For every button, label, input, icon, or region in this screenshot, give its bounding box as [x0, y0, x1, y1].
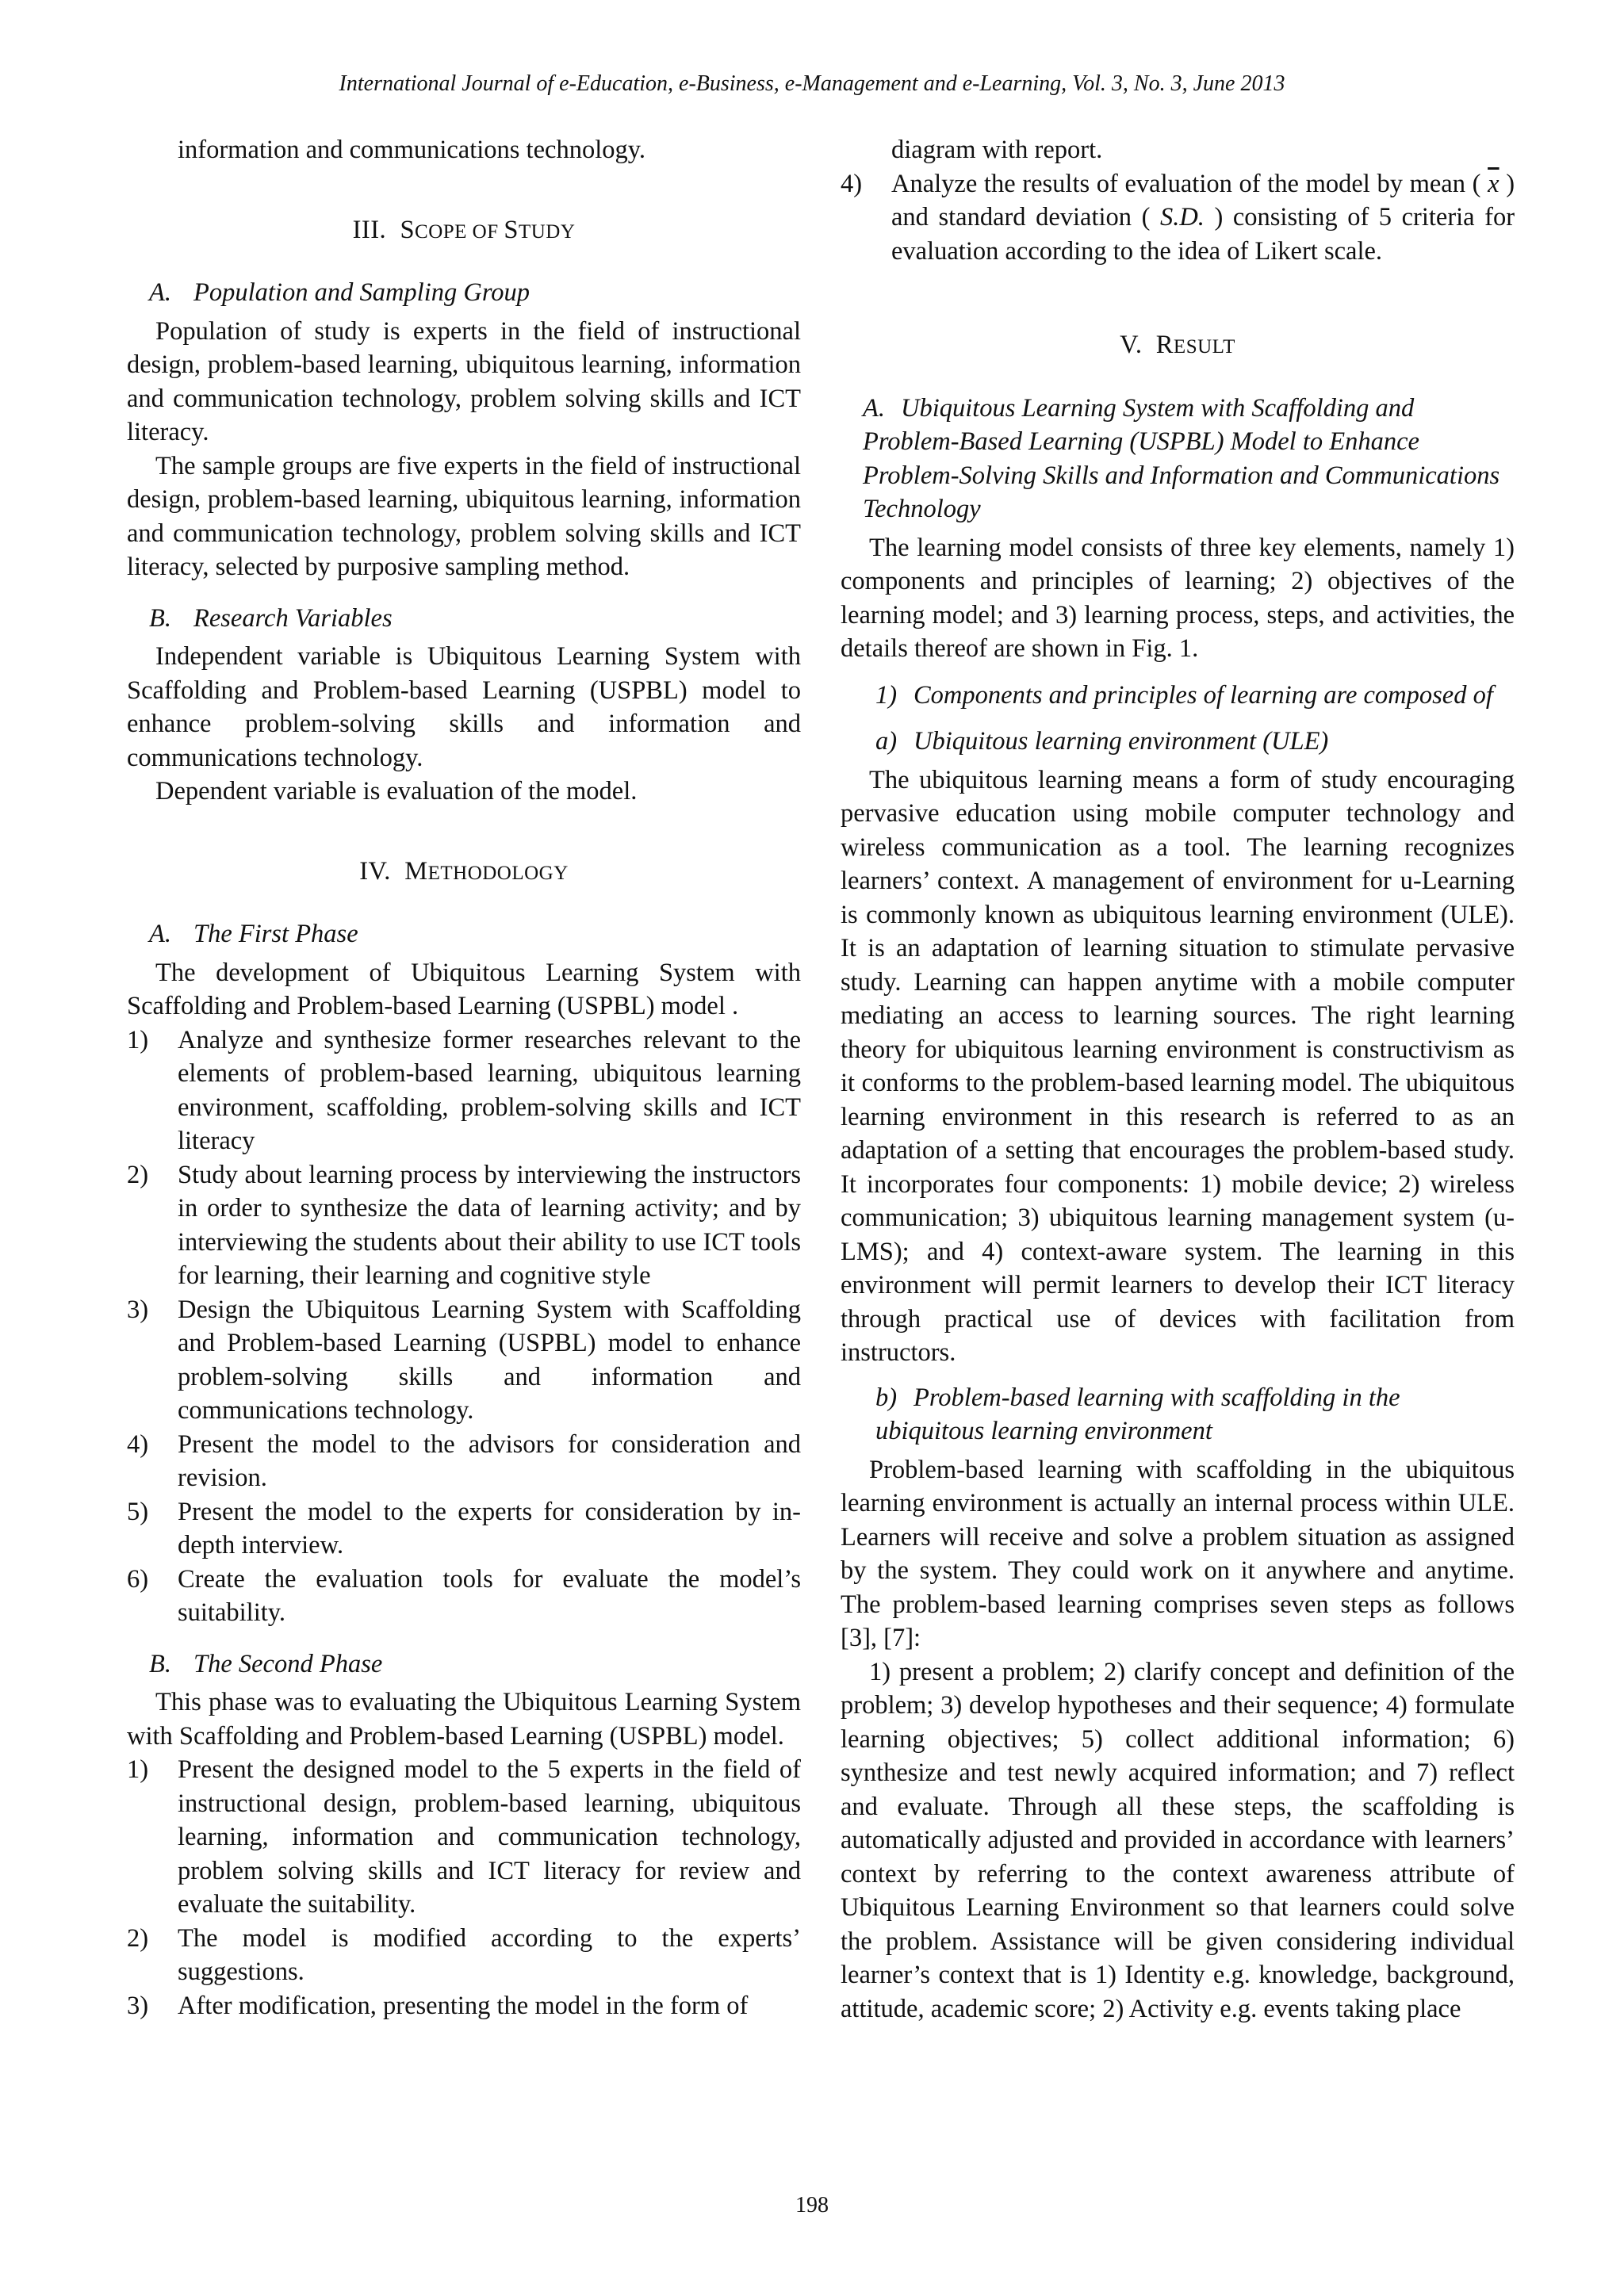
list-item: 3) Design the Ubiquitous Learning System with Scaffolding and Problem-based Learning (USPBL) model to enhance problem-solving skills and information and communications technology.	[127, 1295, 801, 1425]
subsection-heading: B. Research Variables	[149, 603, 393, 633]
paragraph: Problem-based learning with scaffolding in the ubiquitous learning environment is actually an internal process within ULE. Learners will receive and solve a problem situation as assigned by the system. They could work on it anywhere and anytime. The problem-based learning comprises seven steps as follows [3], [7]:	[841, 1455, 1515, 1652]
subsubsection-heading: a) Ubiquitous learning environment (ULE)	[875, 727, 1329, 756]
paragraph: The sample groups are five experts in the field of instructional design, problem-based learning, ubiquitous learning, information and communication technology, problem solving skills and ICT literacy, selected by purposive sampling method.	[127, 451, 801, 581]
right-column	[841, 133, 1515, 2026]
subsection-heading: A. The First Phase	[149, 920, 358, 948]
list-item: 6) Create the evaluation tools for evaluate the model’s suitability.	[127, 1564, 801, 1627]
paragraph: The ubiquitous learning means a form of study encouraging pervasive education using mobile computer technology and wireless communication as a tool. The learning recognizes learners’ context. A management of environment for u-Learning is commonly known as ubiquitous learning environment (ULE). It is an adaptation of learning situation to stimulate pervasive study. Learning can happen anytime with a mobile computer mediating an access to learning sources. The right learning theory for ubiquitous learning environment is constructivism as it conforms to the problem-based learning model. The ubiquitous learning environment in this research is referred to as an adaptation of a setting that encourages the problem-based study. It incorporates four components: 1) mobile device; 2) wireless communication; 3) ubiquitous learning management system (u-LMS); and 4) context-aware system. The learning in this environment will permit learners to develop their ICT literacy through practical use of devices with facilitation from instructors.	[841, 765, 1515, 1367]
paragraph: Independent variable is Ubiquitous Learning System with Scaffolding and Problem-based Learning (USPBL) model to enhance problem-solving skills and information and communications technology.	[127, 642, 801, 772]
sd-symbol: S.D.	[1159, 203, 1205, 232]
left-column	[127, 133, 801, 2022]
list-item: 2) The model is modified according to the experts’ suggestions.	[127, 1923, 801, 1986]
running-head: International Journal of e-Education, e-Business, e-Management and e-Learning, Vol. 3, No. 3, June 2013	[339, 71, 1285, 96]
mean-symbol: $\overline{x}$	[1488, 169, 1500, 198]
subsubsection-heading: 1) Components and principles of learning are composed of	[875, 680, 1493, 710]
list-item: 1) Analyze and synthesize former researches relevant to the elements of problem-based learning, ubiquitous learning environment, scaffolding, problem-solving skills and ICT literacy	[127, 1025, 801, 1155]
paragraph: This phase was to evaluating the Ubiquitous Learning System with Scaffolding and Problem-based Learning (USPBL) model.	[127, 1688, 801, 1751]
subsection-heading: A. Ubiquitous Learning System with Scaffolding and Problem-Based Learning (USPBL) Model to Enhance Problem-Solving Skills and Information and Communications Technology	[863, 393, 1500, 523]
page-number: 198	[795, 2193, 829, 2218]
paragraph: Population of study is experts in the field of instructional design, problem-based learning, ubiquitous learning, information and communication technology, problem solving skills and ICT literacy.	[127, 316, 801, 446]
paragraph: diagram with report.	[891, 136, 1103, 164]
subsection-heading: A. Population and Sampling Group	[149, 278, 530, 307]
paragraph: The development of Ubiquitous Learning System with Scaffolding and Problem-based Learning (USPBL) model .	[127, 958, 801, 1020]
list-item: 3) After modification, presenting the model in the form of	[127, 1991, 749, 2020]
second-phase-list-continued	[841, 167, 1515, 269]
list-item: 4) Present the model to the advisors for consideration and revision.	[127, 1429, 801, 1492]
section-heading-scope: III. SCOPE OF STUDY	[352, 215, 576, 244]
paragraph: 1) present a problem; 2) clarify concept and definition of the problem; 3) develop hypotheses and their sequence; 4) formulate learning objectives; 5) collect additional information; 6) synthesize and test newly acquired information; and 7) reflect and evaluate. Through all these steps, the scaffolding is automatically adjusted and provided in accordance with learners’ context by referring to the context awareness attribute of Ubiquitous Learning Environment so that learners could solve the problem. Assistance will be given considering individual learner’s context that is 1) Identity e.g. knowledge, background, attitude, academic score; 2) Activity e.g. events taking place	[841, 1657, 1515, 2023]
list-item: 4) Analyze the results of evaluation of the model by mean ( $\overline{x}$ ) and standard deviation ( S.D. ) consisting of 5 criteria for evaluation according to the idea of Likert scale.	[841, 169, 1515, 266]
first-phase-list	[127, 1024, 801, 1630]
subsubsection-heading: b) Problem-based learning with scaffolding in the ubiquitous learning environment	[875, 1383, 1400, 1445]
section-heading-result: V. RESULT	[1120, 331, 1235, 359]
paragraph: information and communications technology.	[178, 136, 645, 164]
paragraph: The learning model consists of three key elements, namely 1) components and principles of learning; 2) objectives of the learning model; and 3) learning process, steps, and activities, the details thereof are shown in Fig. 1.	[841, 533, 1515, 663]
list-item: 5) Present the model to the experts for consideration by in-depth interview.	[127, 1497, 801, 1559]
subsection-heading: B. The Second Phase	[149, 1649, 383, 1678]
list-item: 1) Present the designed model to the 5 experts in the field of instructional design, problem-based learning, ubiquitous learning, information and communication technology, problem solving skills and ICT literacy for review and evaluate the suitability.	[127, 1755, 801, 1919]
paragraph: Dependent variable is evaluation of the model.	[155, 777, 638, 806]
second-phase-list	[127, 1753, 801, 2022]
list-item: 2) Study about learning process by interviewing the instructors in order to synthesize the data of learning activity; and by interviewing the students about their ability to use ICT tools for learning, their learning and cognitive style	[127, 1160, 801, 1290]
section-heading-methodology: IV. METHODOLOGY	[359, 856, 569, 886]
